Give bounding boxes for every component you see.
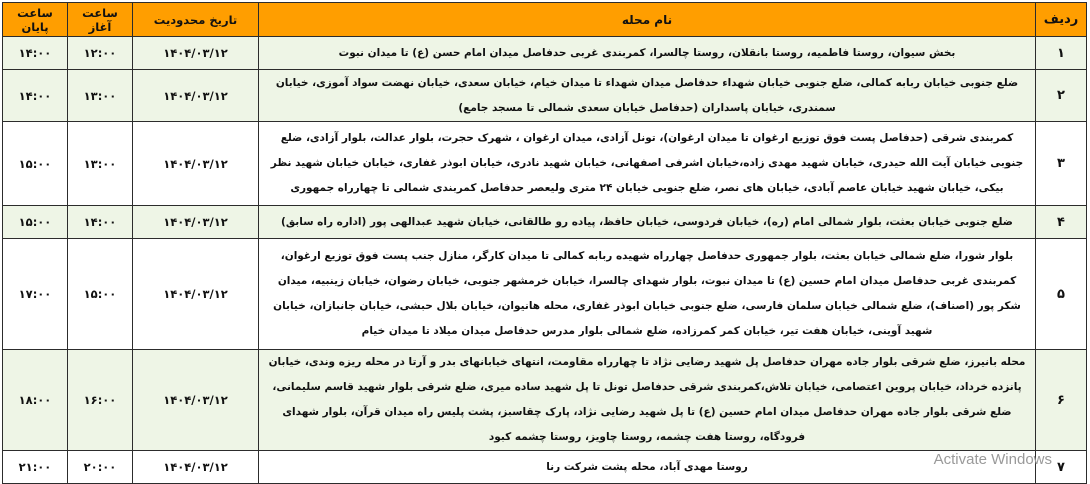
table-header-row xyxy=(3,3,1087,37)
table-row xyxy=(3,451,1087,484)
start-time-cell: ۲۰:۰۰ xyxy=(68,451,133,484)
area-name-cell: بخش سیوان، روستا فاطمیه، روستا بانقلان، روستا چالسرا، کمربندی غربی حدفاصل میدان امام حسن (ع) تا میدان نبوت xyxy=(259,37,1036,70)
date-cell: ۱۴۰۴/۰۳/۱۲ xyxy=(133,239,259,350)
activate-windows-watermark: Activate Windows xyxy=(933,451,1052,468)
table-row xyxy=(3,37,1087,70)
end-time-cell: ۱۵:۰۰ xyxy=(3,206,68,239)
start-time-cell: ۱۳:۰۰ xyxy=(68,70,133,122)
table-row xyxy=(3,206,1087,239)
end-time-cell: ۱۷:۰۰ xyxy=(3,239,68,350)
row-number: ۳ xyxy=(1036,122,1087,206)
end-time-cell: ۱۴:۰۰ xyxy=(3,37,68,70)
date-cell: ۱۴۰۴/۰۳/۱۲ xyxy=(133,37,259,70)
start-time-cell: ۱۲:۰۰ xyxy=(68,37,133,70)
row-number: ۷ xyxy=(1036,451,1087,484)
area-name-cell: بلوار شورا، ضلع شمالی خیابان بعثت، بلوار جمهوری حدفاصل چهارراه شهیده ربابه کمالی تا میدان کارگر، منازل جنب پست فوق توزیع ارغوان، کمربندی غربی حدفاصل میدان امام حسین (ع) تا میدان نبوت، بلوار شهدای چالسرا، خیابان خرمشهر جنوبی، خیابان رضوان، خیابان زینبیه، میدان شکر پور (اصناف)، ضلع شمالی خیابان سلمان فارسی، ضلع جنوبی خیابان ابوذر غفاری، محله هانیوان، خیابان بلال حبشی، خیابان جانبازان، خیابان شهید آوینی، خیابان هفت تیر، خیابان کمر کمرزاده، ضلع شمالی بلوار مدرس حدفاصل میدان میلاد تا میدان خیام xyxy=(259,239,1036,350)
row-number: ۱ xyxy=(1036,37,1087,70)
table-row xyxy=(3,70,1087,122)
table-row xyxy=(3,239,1087,350)
area-name-cell: ضلع جنوبی خیابان بعثت، بلوار شمالی امام (ره)، خیابان فردوسی، خیابان حافظ، پیاده رو طالقانی، خیابان شهید عبدالهی پور (اداره راه سابق) xyxy=(259,206,1036,239)
end-time-cell: ۲۱:۰۰ xyxy=(3,451,68,484)
row-number: ۵ xyxy=(1036,239,1087,350)
start-time-cell: ۱۵:۰۰ xyxy=(68,239,133,350)
area-name-cell: کمربندی شرقی (حدفاصل پست فوق توزیع ارغوان تا میدان ارغوان)، تونل آزادی، میدان ارغوان ، شهرک حجرت، بلوار عدالت، بلوار آزادی، ضلع جنوبی خیابان آیت الله حیدری، خیابان شهید مهدی زاده،خیابان اشرفی اصفهانی، خیابان شهید نادری، خیابان ابوذر غفاری، خیابان خیابان شهید نظر بیکی، خیابان شهید خیابان عاصم آبادی، خیابان های نصر، ضلع جنوبی خیابان ۲۴ متری ولیعصر حدفاصل کمربندی شمالی تا چهارراه جمهوری xyxy=(259,122,1036,206)
end-time-cell: ۱۴:۰۰ xyxy=(3,70,68,122)
header-outage-date: تاریخ محدودیت xyxy=(133,3,259,37)
header-start-time: ساعت آغاز xyxy=(68,3,133,37)
row-number: ۶ xyxy=(1036,350,1087,451)
outage-schedule-table xyxy=(2,2,1087,484)
start-time-cell: ۱۳:۰۰ xyxy=(68,122,133,206)
row-number: ۲ xyxy=(1036,70,1087,122)
date-cell: ۱۴۰۴/۰۳/۱۲ xyxy=(133,451,259,484)
row-number: ۴ xyxy=(1036,206,1087,239)
area-name-cell: روستا مهدی آباد، محله پشت شرکت رنا xyxy=(259,451,1036,484)
header-area-name: نام محله xyxy=(259,3,1036,37)
date-cell: ۱۴۰۴/۰۳/۱۲ xyxy=(133,70,259,122)
table-row xyxy=(3,350,1087,451)
start-time-cell: ۱۶:۰۰ xyxy=(68,350,133,451)
date-cell: ۱۴۰۴/۰۳/۱۲ xyxy=(133,122,259,206)
header-end-time: ساعت پایان xyxy=(3,3,68,37)
end-time-cell: ۱۸:۰۰ xyxy=(3,350,68,451)
area-name-cell: محله بانیرز، ضلع شرقی بلوار جاده مهران حدفاصل پل شهید رضایی نژاد تا چهارراه مقاومت، انتهای خیابانهای بدر و آرتا در محله ریزه وندی، خیابان پانزده خرداد، خیابان پروین اعتصامی، خیابان تلاش،کمربندی شرقی حدفاصل تونل تا پل شهید ساده میری، ضلع شرقی بلوار شهید قاسم سلیمانی، ضلع شرقی بلوار جاده مهران حدفاصل میدان امام حسین (ع) تا پل شهید رضایی نژاد، پارک چقاسبز، پشت پلیس راه میدان قرآن، بلوار شهدای فرودگاه، روستا هفت چشمه، روستا چاویز، روستا چشمه کبود xyxy=(259,350,1036,451)
start-time-cell: ۱۴:۰۰ xyxy=(68,206,133,239)
header-row-number: ردیف xyxy=(1036,3,1087,37)
table-row xyxy=(3,122,1087,206)
date-cell: ۱۴۰۴/۰۳/۱۲ xyxy=(133,350,259,451)
end-time-cell: ۱۵:۰۰ xyxy=(3,122,68,206)
date-cell: ۱۴۰۴/۰۳/۱۲ xyxy=(133,206,259,239)
area-name-cell: ضلع جنوبی خیابان ربابه کمالی، ضلع جنوبی خیابان شهداء حدفاصل میدان شهداء تا میدان خیام، خیابان سعدی، خیابان نهضت سواد آموزی، خیابان سمندری، خیابان پاسداران (حدفاصل خیابان سعدی شمالی تا مسجد جامع) xyxy=(259,70,1036,122)
